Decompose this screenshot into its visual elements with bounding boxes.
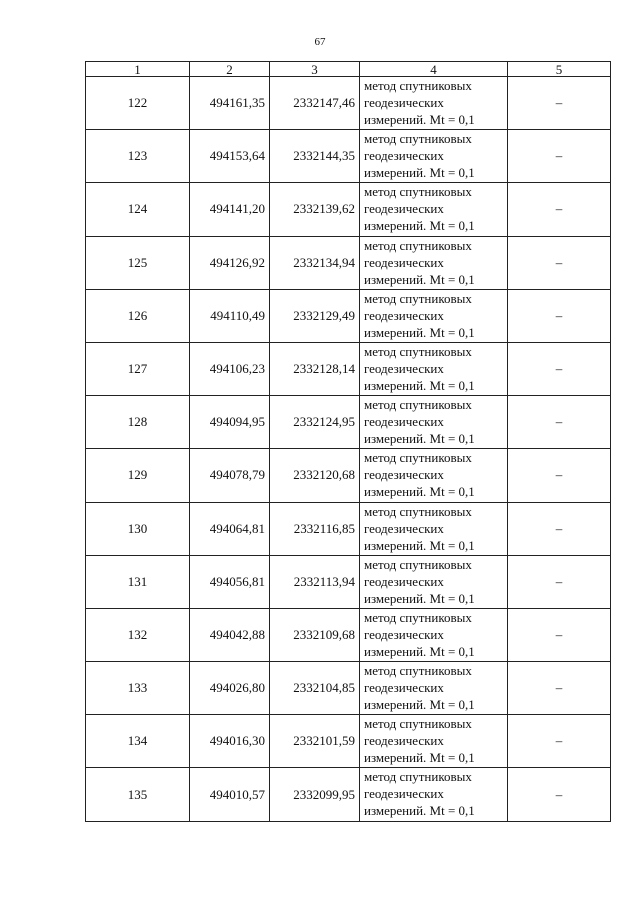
point-number-cell: 131 (86, 555, 190, 608)
method-line: геодезических (364, 786, 444, 802)
method-cell (360, 555, 508, 608)
method-line: метод спутниковых (364, 290, 472, 306)
table-row (86, 715, 611, 768)
x-coordinate-cell: 494161,35 (190, 77, 270, 130)
x-coordinate-cell: 494042,88 (190, 608, 270, 661)
method-line: метод спутниковых (364, 343, 472, 359)
method-line: метод спутниковых (364, 131, 472, 147)
y-coordinate-cell: 2332144,35 (270, 130, 360, 183)
table-row (86, 555, 611, 608)
table-row (86, 449, 611, 502)
col5-cell: – (508, 77, 611, 130)
method-line: метод спутниковых (364, 397, 472, 413)
table-row (86, 289, 611, 342)
table-row (86, 662, 611, 715)
method-line: метод спутниковых (364, 609, 472, 625)
header-col-3: 3 (270, 62, 360, 77)
method-line: измерений. Mt = 0,1 (364, 377, 475, 393)
x-coordinate-cell: 494064,81 (190, 502, 270, 555)
method-cell (360, 342, 508, 395)
table-row (86, 396, 611, 449)
header-col-2: 2 (190, 62, 270, 77)
col5-cell: – (508, 183, 611, 236)
coordinates-table (85, 61, 611, 822)
method-line: измерений. Mt = 0,1 (364, 537, 475, 553)
col5-cell: – (508, 608, 611, 661)
point-number-cell: 127 (86, 342, 190, 395)
header-col-4: 4 (360, 62, 508, 77)
method-cell (360, 130, 508, 183)
col5-cell: – (508, 502, 611, 555)
table-row (86, 183, 611, 236)
y-coordinate-cell: 2332109,68 (270, 608, 360, 661)
method-cell (360, 608, 508, 661)
point-number-cell: 129 (86, 449, 190, 502)
method-line: метод спутниковых (364, 450, 472, 466)
method-line: метод спутниковых (364, 237, 472, 253)
method-line: метод спутниковых (364, 663, 472, 679)
y-coordinate-cell: 2332113,94 (270, 555, 360, 608)
method-line: геодезических (364, 95, 444, 110)
page-number: 67 (314, 36, 326, 48)
header-col-1: 1 (86, 62, 190, 77)
method-cell (360, 396, 508, 449)
method-line: геодезических (364, 733, 444, 749)
col5-cell: – (508, 662, 611, 715)
x-coordinate-cell: 494153,64 (190, 130, 270, 183)
point-number-cell: 122 (86, 77, 190, 130)
point-number-cell: 126 (86, 289, 190, 342)
x-coordinate-cell: 494016,30 (190, 715, 270, 768)
point-number-cell: 135 (86, 768, 190, 821)
point-number-cell: 123 (86, 130, 190, 183)
col5-cell: – (508, 768, 611, 821)
col5-cell: – (508, 236, 611, 289)
method-line: измерений. Mt = 0,1 (364, 431, 475, 447)
col5-cell: – (508, 342, 611, 395)
method-line: геодезических (364, 626, 444, 642)
method-line: измерений. Mt = 0,1 (364, 750, 475, 766)
method-line: метод спутниковых (364, 503, 472, 519)
method-cell (360, 289, 508, 342)
method-line: измерений. Mt = 0,1 (364, 271, 475, 287)
method-line: геодезических (364, 201, 444, 217)
method-line: измерений. Mt = 0,1 (364, 484, 475, 500)
table-row (86, 130, 611, 183)
x-coordinate-cell: 494010,57 (190, 768, 270, 821)
method-cell (360, 77, 508, 130)
table-row (86, 236, 611, 289)
method-cell (360, 183, 508, 236)
col5-cell: – (508, 555, 611, 608)
y-coordinate-cell: 2332134,94 (270, 236, 360, 289)
method-line: метод спутниковых (364, 769, 472, 785)
col5-cell: – (508, 396, 611, 449)
method-line: геодезических (364, 254, 444, 270)
method-line: геодезических (364, 520, 444, 536)
point-number-cell: 128 (86, 396, 190, 449)
x-coordinate-cell: 494078,79 (190, 449, 270, 502)
point-number-cell: 133 (86, 662, 190, 715)
y-coordinate-cell: 2332099,95 (270, 768, 360, 821)
method-cell (360, 715, 508, 768)
y-coordinate-cell: 2332139,62 (270, 183, 360, 236)
point-number-cell: 124 (86, 183, 190, 236)
method-line: измерений. Mt = 0,1 (364, 324, 475, 340)
method-line: измерений. Mt = 0,1 (364, 165, 475, 181)
method-line: метод спутниковых (364, 556, 472, 572)
header-row (86, 62, 611, 77)
method-line: метод спутниковых (364, 184, 472, 200)
x-coordinate-cell: 494026,80 (190, 662, 270, 715)
method-line: геодезических (364, 360, 444, 376)
y-coordinate-cell: 2332120,68 (270, 449, 360, 502)
point-number-cell: 125 (86, 236, 190, 289)
col5-cell: – (508, 715, 611, 768)
method-line: метод спутниковых (364, 78, 472, 93)
table-row (86, 502, 611, 555)
method-line: геодезических (364, 307, 444, 323)
header-col-5: 5 (508, 62, 611, 77)
x-coordinate-cell: 494106,23 (190, 342, 270, 395)
table-row (86, 77, 611, 130)
col5-cell: – (508, 449, 611, 502)
method-cell (360, 449, 508, 502)
method-line: метод спутниковых (364, 716, 472, 732)
x-coordinate-cell: 494110,49 (190, 289, 270, 342)
table-row (86, 768, 611, 821)
point-number-cell: 134 (86, 715, 190, 768)
y-coordinate-cell: 2332129,49 (270, 289, 360, 342)
point-number-cell: 130 (86, 502, 190, 555)
method-line: геодезических (364, 573, 444, 589)
method-line: геодезических (364, 467, 444, 483)
method-cell (360, 768, 508, 821)
method-line: геодезических (364, 148, 444, 164)
method-line: геодезических (364, 680, 444, 696)
method-cell (360, 662, 508, 715)
method-line: измерений. Mt = 0,1 (364, 590, 475, 606)
y-coordinate-cell: 2332124,95 (270, 396, 360, 449)
table-row (86, 608, 611, 661)
method-line: измерений. Mt = 0,1 (364, 112, 475, 127)
x-coordinate-cell: 494141,20 (190, 183, 270, 236)
method-cell (360, 502, 508, 555)
col5-cell: – (508, 289, 611, 342)
method-line: измерений. Mt = 0,1 (364, 697, 475, 713)
method-cell (360, 236, 508, 289)
col5-cell: – (508, 130, 611, 183)
method-line: измерений. Mt = 0,1 (364, 643, 475, 659)
table-row (86, 342, 611, 395)
y-coordinate-cell: 2332128,14 (270, 342, 360, 395)
x-coordinate-cell: 494094,95 (190, 396, 270, 449)
x-coordinate-cell: 494126,92 (190, 236, 270, 289)
y-coordinate-cell: 2332101,59 (270, 715, 360, 768)
method-line: геодезических (364, 414, 444, 430)
y-coordinate-cell: 2332116,85 (270, 502, 360, 555)
point-number-cell: 132 (86, 608, 190, 661)
y-coordinate-cell: 2332147,46 (270, 77, 360, 130)
method-line: измерений. Mt = 0,1 (364, 803, 475, 819)
x-coordinate-cell: 494056,81 (190, 555, 270, 608)
method-line: измерений. Mt = 0,1 (364, 218, 475, 234)
y-coordinate-cell: 2332104,85 (270, 662, 360, 715)
